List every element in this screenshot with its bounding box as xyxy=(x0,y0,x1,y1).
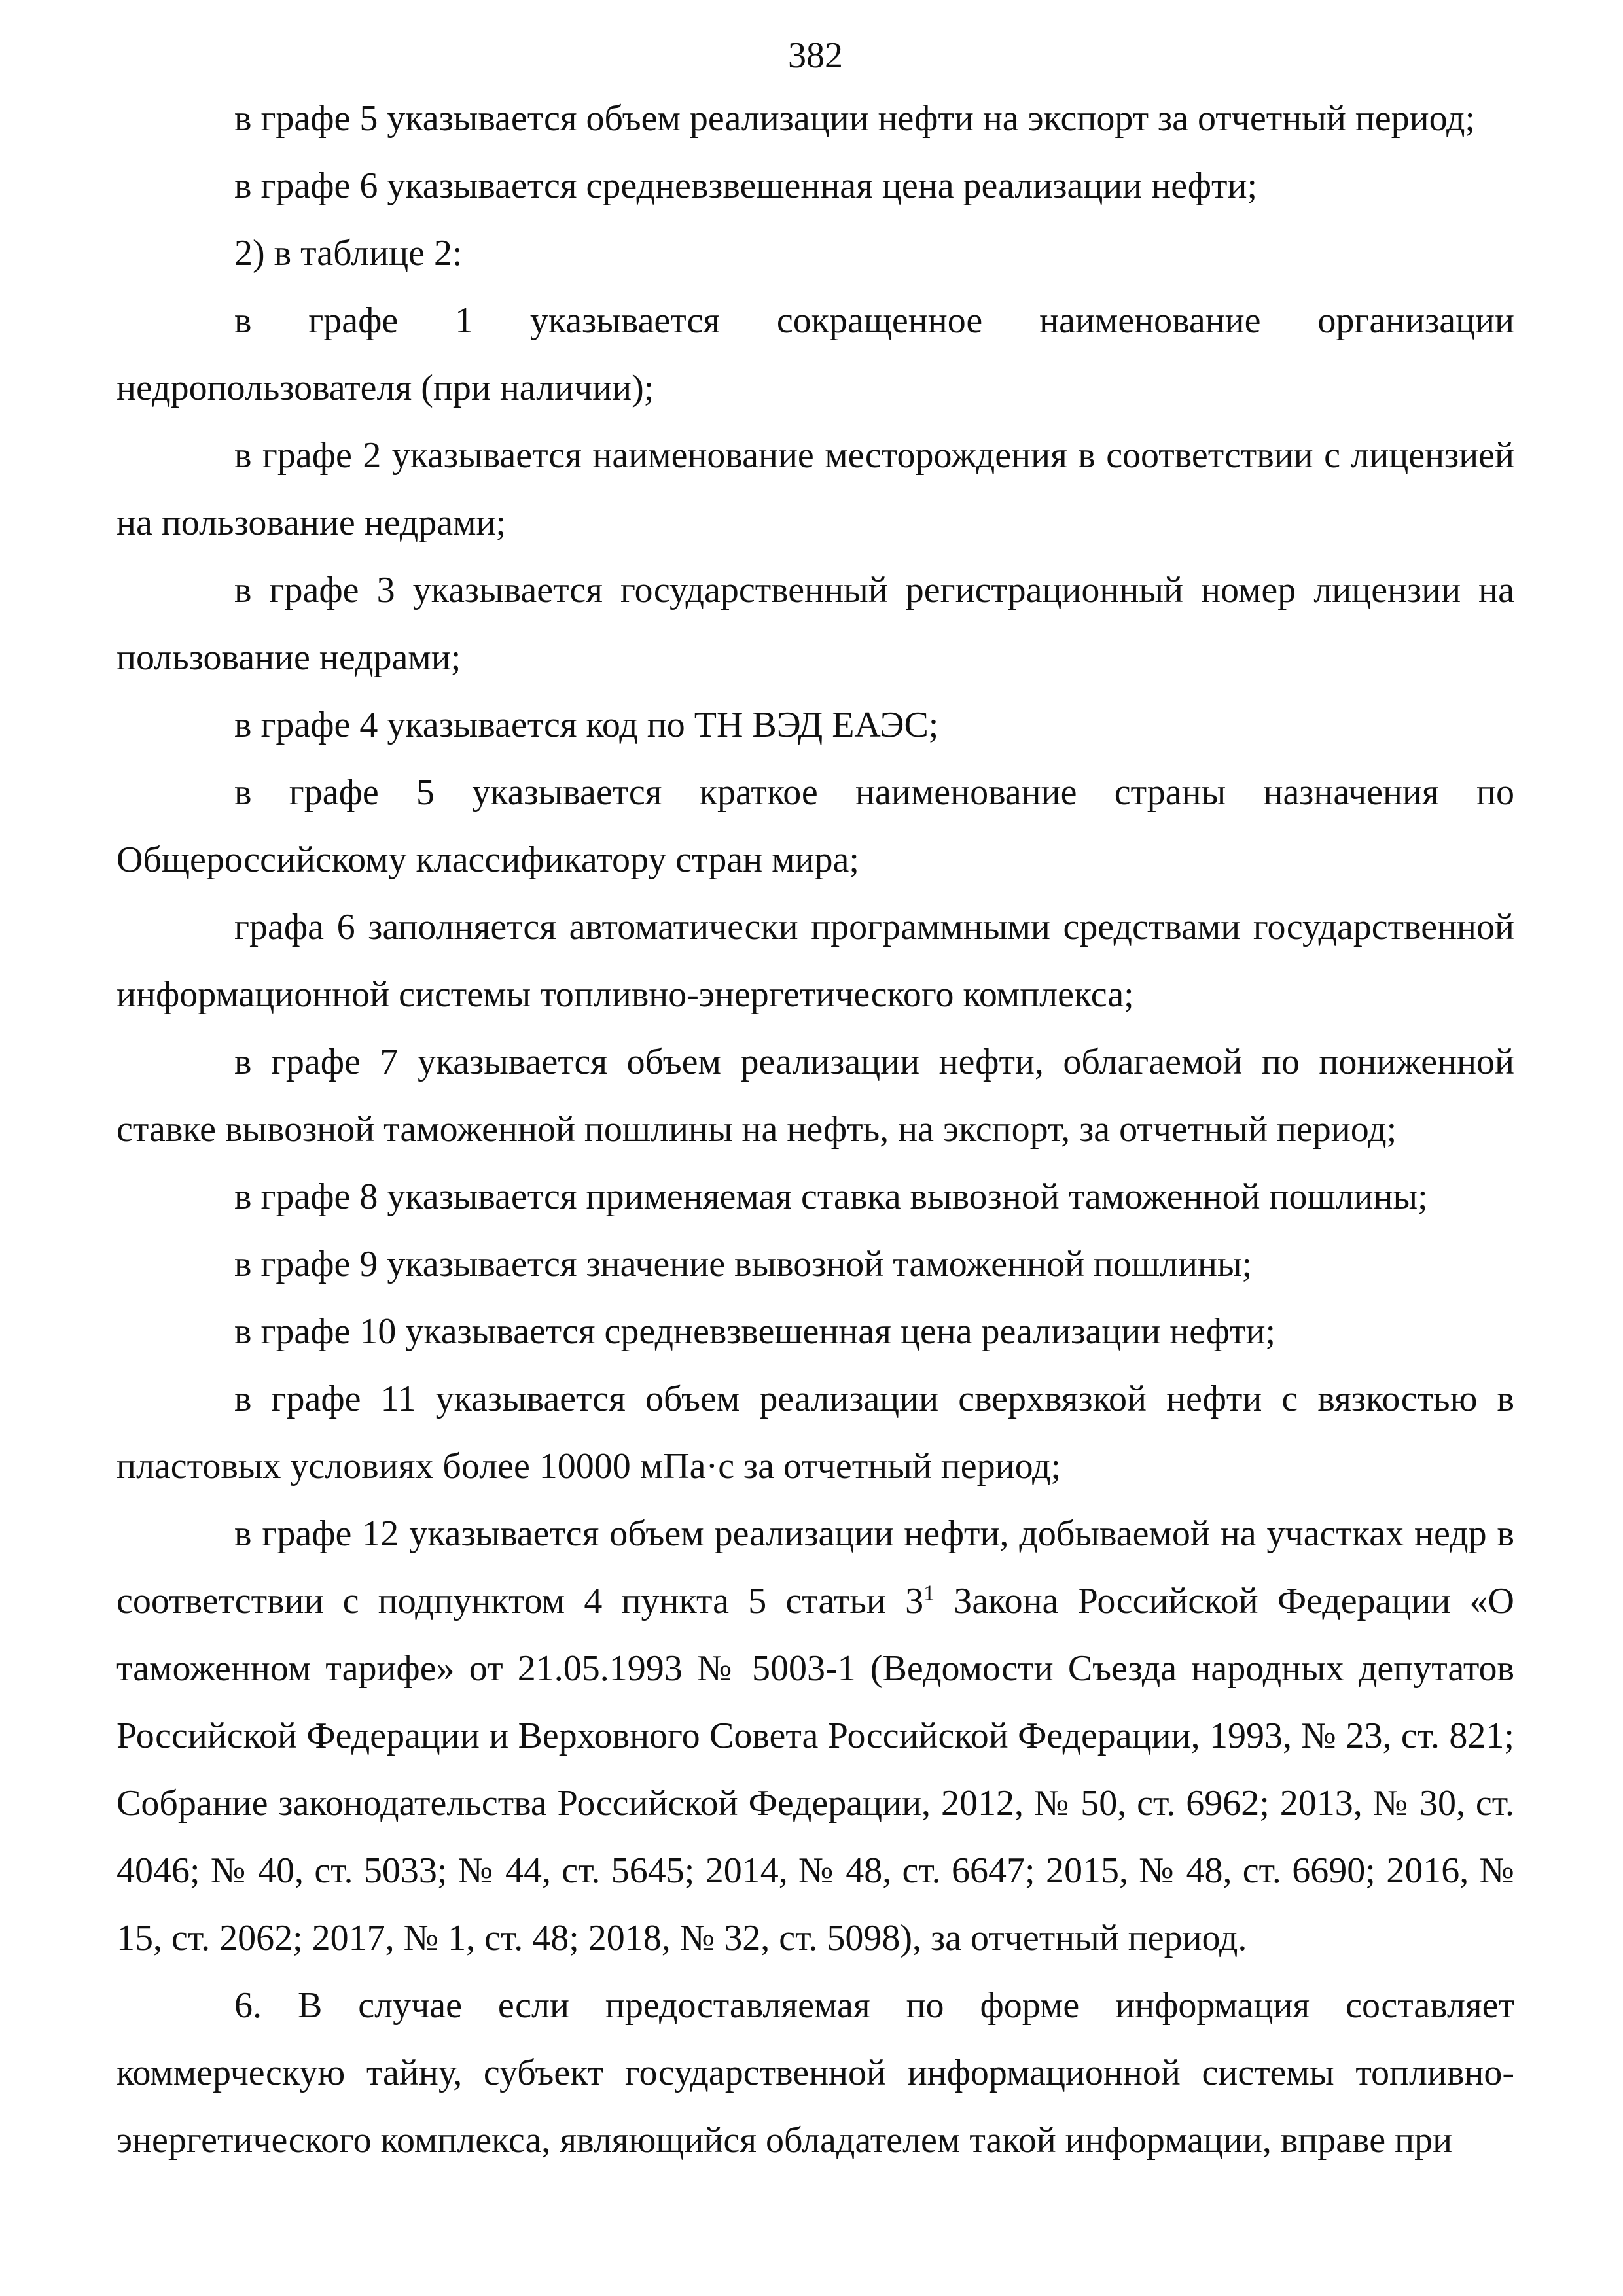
paragraph-t2-graph-8: в графе 8 указывается применяемая ставка вывозной таможенной пошлины; xyxy=(234,1176,1428,1217)
paragraph-t2-graph-11: в графе 11 указывается объем реализации сверхвязкой нефти с вязкостью в пластовых условиях более 10000 мПа·с за отчетный период; xyxy=(116,1379,1514,1487)
paragraph-t2-graph-1: в графе 1 указывается сокращенное наименование организации недропользователя (при наличии); xyxy=(116,300,1514,408)
document-page xyxy=(116,26,1514,2174)
paragraph-t2-graph-2: в графе 2 указывается наименование месторождения в соответствии с лицензией на пользование недрами; xyxy=(116,435,1514,543)
paragraph-graph-6: в графе 6 указывается средневзвешенная цена реализации нефти; xyxy=(234,166,1258,206)
paragraph-t2-graph-3: в графе 3 указывается государственный регистрационный номер лицензии на пользование недрами; xyxy=(116,570,1514,678)
paragraph-t2-graph-4: в графе 4 указывается код по ТН ВЭД ЕАЭС; xyxy=(234,705,939,745)
paragraph-t2-graph-12-part1: в графе 12 указывается объем реализации нефти, добываемой на участках недр в соответствии с подпунктом 4 пункта 5 статьи 3 xyxy=(116,1513,1514,1621)
paragraph-item-6: 6. В случае если предоставляемая по форме информация составляет коммерческую тайну, субъект государственной информационной системы топливно-энергетического комплекса, являющийся обладателем такой информации, вправе при xyxy=(116,1985,1514,2161)
paragraph-graph-5: в графе 5 указывается объем реализации нефти на экспорт за отчетный период; xyxy=(234,98,1476,139)
paragraph-t2-graph-7: в графе 7 указывается объем реализации нефти, облагаемой по пониженной ставке вывозной таможенной пошлины на нефть, на экспорт, за отчетный период; xyxy=(116,1042,1514,1150)
paragraph-t2-graph-6: графа 6 заполняется автоматически программными средствами государственной информационной системы топливно-энергетического комплекса; xyxy=(116,907,1514,1015)
paragraph-t2-graph-9: в графе 9 указывается значение вывозной таможенной пошлины; xyxy=(234,1244,1253,1284)
paragraph-t2-graph-10: в графе 10 указывается средневзвешенная цена реализации нефти; xyxy=(234,1311,1276,1352)
paragraph-t2-graph-5: в графе 5 указывается краткое наименование страны назначения по Общероссийскому классификатору стран мира; xyxy=(116,772,1514,880)
paragraph-t2-graph-12-part2: Закона Российской Федерации «О таможенном тарифе» от 21.05.1993 № 5003-1 (Ведомости Съезда народных депутатов Российской Федерации и Верховного Совета Российской Федерации, 1993, № 23, ст. 821; Собрание законодательства Российской Федерации, 2012, № 50, ст. 6962; 2013, № 30, ст. 4046; № 40, ст. 5033; № 44, ст. 5645; 2014, № 48, ст. 6647; 2015, № 48, ст. 6690; 2016, № 15, ст. 2062; 2017, № 1, ст. 48; 2018, № 32, ст. 5098), за отчетный период. xyxy=(116,1581,1514,1958)
page-number: 382 xyxy=(788,35,843,76)
paragraph-table-2: 2) в таблице 2: xyxy=(234,233,463,274)
paragraph-t2-graph-12 xyxy=(116,1500,1514,1972)
superscript-article-index: 1 xyxy=(923,1581,935,1606)
